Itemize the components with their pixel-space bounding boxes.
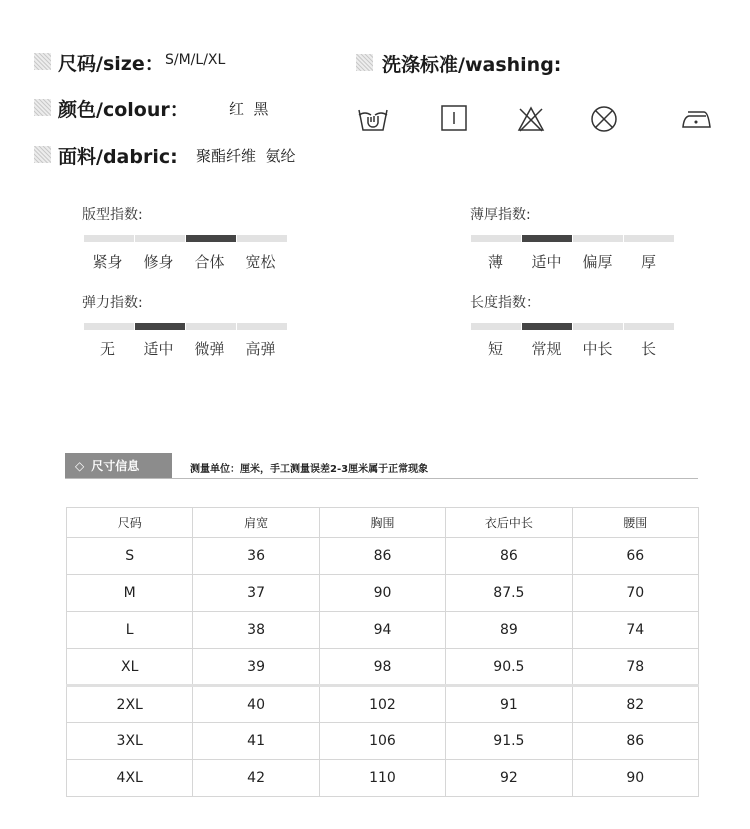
thickness-index-segment — [522, 235, 572, 242]
table-cell: 41 — [193, 723, 319, 760]
length-index-labels — [470, 338, 674, 359]
table-cell: 66 — [572, 538, 698, 575]
fit-index-segment — [186, 235, 236, 242]
fit-index-bar — [84, 235, 287, 242]
table-cell: 91 — [446, 686, 572, 723]
table-cell: 91.5 — [446, 723, 572, 760]
table-cell: 94 — [319, 612, 445, 649]
colour-value: 红 黑 — [229, 100, 269, 118]
elasticity-option: 无 — [99, 340, 115, 358]
table-cell: 106 — [319, 723, 445, 760]
fit-index-segment — [237, 235, 287, 242]
fit-option: 紧身 — [92, 253, 123, 271]
size-value: S/M/L/XL — [165, 52, 226, 68]
table-cell: 82 — [572, 686, 698, 723]
table-row — [67, 686, 699, 723]
table-row — [67, 649, 699, 686]
size-table-header: 肩宽 — [193, 508, 319, 538]
length-index-segment — [624, 323, 674, 330]
table-cell: 74 — [572, 612, 698, 649]
thickness-index-segment — [573, 235, 623, 242]
thickness-option: 适中 — [531, 253, 562, 271]
table-cell: 89 — [446, 612, 572, 649]
elasticity-option: 适中 — [143, 340, 174, 358]
thickness-index-bar — [471, 235, 674, 242]
length-option: 长 — [640, 340, 656, 358]
table-cell: 92 — [446, 760, 572, 797]
thickness-option: 厚 — [640, 253, 656, 271]
table-row — [67, 612, 699, 649]
table-cell: 87.5 — [446, 575, 572, 612]
length-index-bar — [471, 323, 674, 330]
length-option: 短 — [487, 340, 503, 358]
table-cell: L — [67, 612, 193, 649]
hand-wash-icon — [357, 103, 389, 135]
table-row — [67, 723, 699, 760]
iron-icon — [680, 103, 714, 135]
table-cell: 86 — [319, 538, 445, 575]
table-row — [67, 575, 699, 612]
table-cell: 98 — [319, 649, 445, 686]
elasticity-index-title: 弹力指数: — [82, 295, 143, 311]
thickness-option: 偏厚 — [582, 253, 613, 271]
hatch-bullet-icon — [34, 99, 51, 116]
do-not-dry-clean-icon — [588, 103, 620, 135]
table-row — [67, 538, 699, 575]
thickness-index-segment — [624, 235, 674, 242]
length-index-title: 长度指数： — [470, 295, 540, 311]
table-cell: 70 — [572, 575, 698, 612]
table-cell: 39 — [193, 649, 319, 686]
size-info-tag-label: 尺寸信息 — [91, 459, 140, 473]
table-cell: 110 — [319, 760, 445, 797]
table-cell: 78 — [572, 649, 698, 686]
table-cell: 36 — [193, 538, 319, 575]
hatch-bullet-icon — [34, 146, 51, 163]
elasticity-index-segment — [237, 323, 287, 330]
elasticity-index-segment — [84, 323, 134, 330]
fit-index-labels — [82, 251, 286, 272]
thickness-index-labels — [470, 251, 674, 272]
length-option: 常规 — [531, 340, 562, 358]
table-cell: 90 — [572, 760, 698, 797]
size-table-header: 衣后中长 — [446, 508, 572, 538]
tumble-dry-icon — [438, 103, 470, 135]
table-cell: 102 — [319, 686, 445, 723]
thickness-option: 薄 — [487, 253, 503, 271]
table-cell: 90.5 — [446, 649, 572, 686]
elasticity-index-labels — [82, 338, 286, 359]
elasticity-index-segment — [186, 323, 236, 330]
do-not-bleach-icon — [515, 103, 547, 135]
size-table-header-row — [67, 508, 699, 538]
diamond-icon: ◇ — [75, 458, 85, 473]
table-row — [67, 760, 699, 797]
fit-index-title: 版型指数: — [82, 207, 143, 223]
elasticity-index-bar — [84, 323, 287, 330]
table-cell: 2XL — [67, 686, 193, 723]
table-cell: S — [67, 538, 193, 575]
fit-option: 修身 — [143, 253, 174, 271]
fit-index-segment — [135, 235, 185, 242]
table-cell: 42 — [193, 760, 319, 797]
fit-index-segment — [84, 235, 134, 242]
thickness-index-title: 薄厚指数: — [470, 207, 531, 223]
hatch-bullet-icon — [356, 54, 373, 71]
fabric-label: 面料/dabric: — [58, 146, 178, 168]
fit-option: 宽松 — [245, 253, 276, 271]
size-table-header: 腰围 — [572, 508, 698, 538]
length-option: 中长 — [582, 340, 613, 358]
table-cell: 90 — [319, 575, 445, 612]
fit-option: 合体 — [194, 253, 225, 271]
table-cell: 38 — [193, 612, 319, 649]
thickness-index-segment — [471, 235, 521, 242]
table-cell: 4XL — [67, 760, 193, 797]
measurement-note: 测量单位：厘米，手工测量误差2-3厘米属于正常现象 — [190, 464, 429, 475]
washing-label: 洗涤标准/washing: — [382, 54, 562, 76]
table-cell: M — [67, 575, 193, 612]
table-cell: 37 — [193, 575, 319, 612]
table-cell: 86 — [446, 538, 572, 575]
elasticity-index-segment — [135, 323, 185, 330]
table-cell: 3XL — [67, 723, 193, 760]
length-index-segment — [573, 323, 623, 330]
colour-label: 颜色/colour： — [58, 99, 189, 121]
size-table-header: 尺码 — [67, 508, 193, 538]
table-cell: XL — [67, 649, 193, 686]
table-cell: 40 — [193, 686, 319, 723]
elasticity-option: 高弹 — [245, 340, 276, 358]
length-index-segment — [471, 323, 521, 330]
size-label: 尺码/size： — [58, 53, 164, 75]
size-table-header: 胸围 — [319, 508, 445, 538]
elasticity-option: 微弹 — [194, 340, 225, 358]
size-info-divider — [65, 478, 698, 479]
length-index-segment — [522, 323, 572, 330]
table-cell: 86 — [572, 723, 698, 760]
fabric-value: 聚酯纤维 氨纶 — [196, 147, 296, 165]
size-table — [66, 507, 699, 797]
size-info-tag — [65, 453, 172, 478]
hatch-bullet-icon — [34, 53, 51, 70]
